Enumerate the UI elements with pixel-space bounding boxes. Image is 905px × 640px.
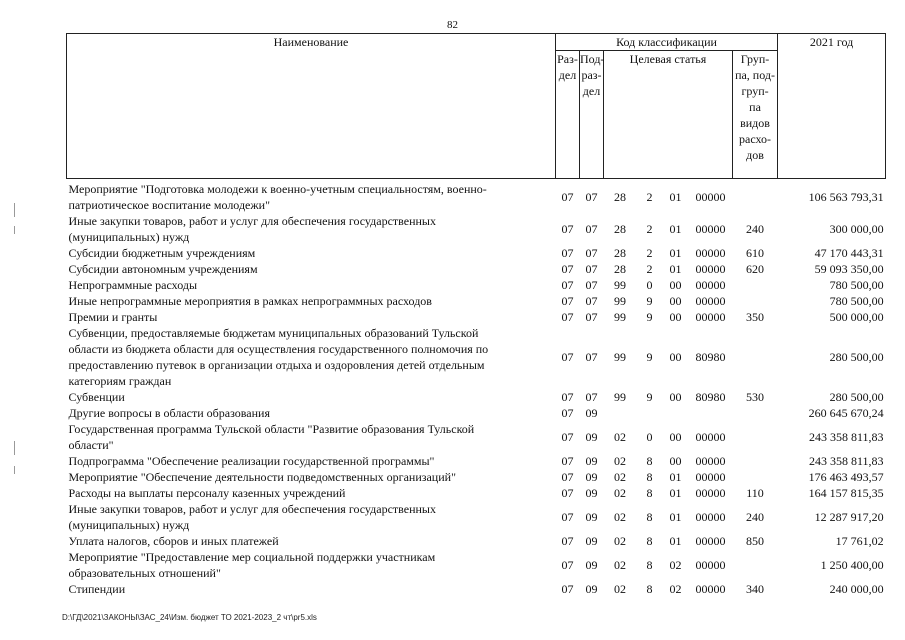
- row-code-b: 8: [646, 486, 653, 500]
- row-code-pod: 07: [585, 246, 598, 260]
- row-code-pod: 09: [585, 582, 598, 596]
- row-code-a: 99: [614, 278, 626, 292]
- table-row: [67, 325, 886, 389]
- row-code-b: 2: [646, 190, 653, 204]
- row-code-c: [663, 405, 689, 421]
- row-code-grp: [733, 325, 778, 389]
- row-code-c: 00: [669, 454, 682, 468]
- row-code-grp: 530: [746, 390, 765, 404]
- row-code-d: 80980: [695, 390, 726, 404]
- row-code-d: 00000: [695, 510, 726, 524]
- row-name: Субвенции: [68, 390, 125, 404]
- row-name: Уплата налогов, сборов и иных платежей: [68, 534, 279, 548]
- row-code-c: 01: [669, 470, 682, 484]
- row-code-razd: 07: [561, 294, 574, 308]
- row-code-razd: 07: [561, 246, 574, 260]
- row-code-grp: 110: [746, 486, 764, 500]
- row-code-a: 28: [614, 262, 626, 276]
- row-code-c: 00: [669, 278, 682, 292]
- row-code-b: 9: [646, 294, 653, 308]
- binding-mark: [14, 441, 15, 455]
- row-code-a: 28: [614, 190, 626, 204]
- table-row: [67, 213, 886, 245]
- row-code-pod: 07: [585, 350, 598, 364]
- table-row: [67, 533, 886, 549]
- row-code-b: 9: [646, 310, 653, 324]
- row-code-c: 02: [669, 558, 682, 572]
- table-header: [67, 34, 886, 179]
- table-row: [67, 549, 886, 581]
- row-amount: 12 287 917,20: [814, 510, 884, 524]
- row-code-b: 2: [646, 222, 653, 236]
- row-code-razd: 07: [561, 262, 574, 276]
- row-amount: 780 500,00: [829, 278, 884, 292]
- row-code-a: 02: [614, 534, 626, 548]
- row-code-c: 02: [669, 582, 682, 596]
- row-name: Премии и гранты: [68, 310, 158, 324]
- row-amount: 300 000,00: [829, 222, 884, 236]
- table-row: [67, 581, 886, 597]
- row-code-razd: 07: [561, 582, 574, 596]
- row-amount: 280 500,00: [829, 390, 884, 404]
- row-code-razd: 07: [561, 454, 574, 468]
- row-code-grp: [733, 421, 778, 453]
- page-number: 82: [447, 19, 458, 31]
- row-code-d: 00000: [695, 310, 726, 324]
- row-code-b: 0: [646, 430, 653, 444]
- row-code-pod: 09: [585, 558, 598, 572]
- row-code-a: 28: [614, 222, 626, 236]
- row-code-b: 8: [646, 470, 653, 484]
- row-code-d: 00000: [695, 582, 726, 596]
- table-row: [67, 277, 886, 293]
- table-row: [67, 389, 886, 405]
- row-code-grp: [733, 549, 778, 581]
- table-row: [67, 501, 886, 533]
- row-code-grp: [733, 293, 778, 309]
- row-code-d: 00000: [695, 558, 726, 572]
- row-code-d: 00000: [695, 278, 726, 292]
- row-code-a: 99: [614, 310, 626, 324]
- row-amount: 164 157 815,35: [808, 486, 884, 500]
- row-amount: 1 250 400,00: [820, 558, 884, 572]
- row-amount: 106 563 793,31: [808, 190, 884, 204]
- row-code-razd: 07: [561, 430, 574, 444]
- row-code-c: 01: [669, 262, 682, 276]
- row-code-a: 99: [614, 390, 626, 404]
- header-code-group: Код классификации: [556, 34, 778, 51]
- row-code-grp: [733, 277, 778, 293]
- row-code-razd: 07: [561, 222, 574, 236]
- row-amount: 47 170 443,31: [814, 246, 884, 260]
- table-row: [67, 245, 886, 261]
- row-code-b: 8: [646, 510, 653, 524]
- row-code-pod: 09: [585, 486, 598, 500]
- row-code-c: 01: [669, 246, 682, 260]
- row-code-grp: [733, 453, 778, 469]
- row-code-a: 99: [614, 294, 626, 308]
- row-code-grp: 610: [746, 246, 765, 260]
- row-code-pod: 07: [585, 390, 598, 404]
- row-code-razd: 07: [561, 470, 574, 484]
- row-code-razd: 07: [561, 390, 574, 404]
- budget-table: [66, 33, 886, 597]
- header-year: 2021 год: [778, 34, 886, 179]
- row-name: Расходы на выплаты персоналу казенных учреждений: [68, 486, 346, 500]
- row-code-grp: [733, 469, 778, 485]
- row-code-c: 00: [669, 294, 682, 308]
- row-amount: 280 500,00: [829, 350, 884, 364]
- row-code-pod: 07: [585, 278, 598, 292]
- row-name: Иные закупки товаров, работ и услуг для обеспечения государственных (муниципальных) нужд: [68, 214, 436, 244]
- row-name: Иные закупки товаров, работ и услуг для обеспечения государственных (муниципальных) нужд: [68, 502, 436, 532]
- row-code-a: 02: [614, 582, 626, 596]
- row-code-grp: 340: [746, 582, 765, 596]
- row-amount: 243 358 811,83: [809, 430, 884, 444]
- row-amount: 176 463 493,57: [808, 470, 884, 484]
- table-row: [67, 293, 886, 309]
- row-code-razd: 07: [561, 534, 574, 548]
- row-code-d: 00000: [695, 294, 726, 308]
- row-code-razd: 07: [561, 190, 574, 204]
- row-code-grp: 850: [746, 534, 765, 548]
- row-code-d: 00000: [695, 430, 726, 444]
- row-code-a: 02: [614, 486, 626, 500]
- binding-mark: [14, 226, 15, 234]
- row-name: Субсидии бюджетным учреждениям: [68, 246, 256, 260]
- row-code-b: 9: [646, 390, 653, 404]
- row-code-a: 99: [614, 350, 626, 364]
- row-code-a: 02: [614, 470, 626, 484]
- binding-mark: [14, 203, 15, 217]
- row-name: Государственная программа Тульской области "Развитие образования Тульской области": [68, 422, 475, 452]
- row-code-razd: 07: [561, 510, 574, 524]
- row-code-razd: 07: [561, 278, 574, 292]
- row-code-grp: 240: [746, 510, 765, 524]
- row-code-pod: 09: [585, 454, 598, 468]
- row-code-d: 00000: [695, 190, 726, 204]
- row-code-razd: 07: [561, 558, 574, 572]
- row-code-b: 2: [646, 262, 653, 276]
- row-code-a: [604, 405, 637, 421]
- row-code-pod: 09: [585, 510, 598, 524]
- row-code-d: 00000: [695, 534, 726, 548]
- row-name: Мероприятие "Предоставление мер социальной поддержки участникам образовательных отношений": [68, 550, 436, 580]
- row-name: Иные непрограммные мероприятия в рамках непрограммных расходов: [68, 294, 432, 308]
- row-amount: 260 645 670,24: [808, 406, 884, 420]
- row-amount: 17 761,02: [835, 534, 884, 548]
- row-code-b: 8: [646, 558, 653, 572]
- row-amount: 59 093 350,00: [814, 262, 884, 276]
- row-code-b: 0: [646, 278, 653, 292]
- row-code-pod: 09: [585, 470, 598, 484]
- row-code-pod: 07: [585, 190, 598, 204]
- row-name: Мероприятие "Обеспечение деятельности подведомственных организаций": [68, 470, 456, 484]
- row-code-d: 00000: [695, 222, 726, 236]
- table-row: [67, 469, 886, 485]
- table-row: [67, 261, 886, 277]
- row-code-a: 02: [614, 510, 626, 524]
- row-code-pod: 07: [585, 294, 598, 308]
- row-amount: 780 500,00: [829, 294, 884, 308]
- row-code-b: [637, 405, 663, 421]
- row-name: Стипендии: [68, 582, 126, 596]
- header-name: Наименование: [67, 34, 556, 179]
- row-code-pod: 07: [585, 222, 598, 236]
- row-amount: 243 358 811,83: [809, 454, 884, 468]
- table-body: [67, 179, 886, 598]
- row-code-d: 00000: [695, 246, 726, 260]
- row-code-pod: 09: [585, 406, 598, 420]
- row-code-c: 01: [669, 534, 682, 548]
- header-group: Груп- па, под- груп- па видов расхо- дов: [733, 51, 778, 179]
- row-amount: 500 000,00: [829, 310, 884, 324]
- row-name: Мероприятие "Подготовка молодежи к военно-учетным специальностям, военно- патриотическое воспитание молодежи": [68, 182, 487, 212]
- row-code-pod: 07: [585, 310, 598, 324]
- row-code-razd: 07: [561, 406, 574, 420]
- row-code-b: 2: [646, 246, 653, 260]
- table-row: [67, 453, 886, 469]
- file-path-footer: D:\ГД\2021\ЗАКОНЫ\ЗАС_24\Изм. бюджет ТО 2021-2023_2 чт\pr5.xls: [62, 613, 317, 622]
- row-code-razd: 07: [561, 310, 574, 324]
- row-code-razd: 07: [561, 350, 574, 364]
- row-code-pod: 09: [585, 430, 598, 444]
- row-code-pod: 09: [585, 534, 598, 548]
- header-target: Целевая статья: [604, 51, 733, 179]
- row-code-c: 00: [669, 390, 682, 404]
- table-row: [67, 421, 886, 453]
- row-amount: 240 000,00: [829, 582, 884, 596]
- row-code-b: 8: [646, 454, 653, 468]
- table-row: [67, 485, 886, 501]
- row-code-a: 02: [614, 430, 626, 444]
- row-code-c: 01: [669, 222, 682, 236]
- row-code-d: [689, 405, 733, 421]
- row-code-grp: 350: [746, 310, 765, 324]
- row-code-c: 01: [669, 190, 682, 204]
- header-razdel: Раз- дел: [556, 51, 580, 179]
- row-code-a: 28: [614, 246, 626, 260]
- row-code-c: 01: [669, 510, 682, 524]
- binding-mark: [14, 466, 15, 474]
- row-code-c: 00: [669, 430, 682, 444]
- row-name: Непрограммные расходы: [68, 278, 198, 292]
- header-podrazdel: Под- раз- дел: [580, 51, 604, 179]
- row-code-pod: 07: [585, 262, 598, 276]
- row-name: Субвенции, предоставляемые бюджетам муниципальных образований Тульской области из бюджета области для осуществления государственного полномочия по предоставлению путевок в организации отдыха и оздоровления детей отдельным категориям граждан: [68, 326, 489, 388]
- row-code-d: 00000: [695, 262, 726, 276]
- row-code-grp: [733, 179, 778, 214]
- row-code-b: 9: [646, 350, 653, 364]
- row-code-b: 8: [646, 582, 653, 596]
- row-code-d: 00000: [695, 486, 726, 500]
- row-code-d: 80980: [695, 350, 726, 364]
- row-code-grp: 620: [746, 262, 765, 276]
- row-code-c: 00: [669, 350, 682, 364]
- row-name: Субсидии автономным учреждениям: [68, 262, 258, 276]
- row-code-a: 02: [614, 454, 626, 468]
- row-code-grp: 240: [746, 222, 765, 236]
- table-row: [67, 405, 886, 421]
- row-name: Подпрограмма "Обеспечение реализации государственной программы": [68, 454, 435, 468]
- row-code-c: 01: [669, 486, 682, 500]
- row-code-d: 00000: [695, 454, 726, 468]
- row-code-b: 8: [646, 534, 653, 548]
- row-code-d: 00000: [695, 470, 726, 484]
- row-code-c: 00: [669, 310, 682, 324]
- row-code-razd: 07: [561, 486, 574, 500]
- row-code-grp: [733, 405, 778, 421]
- row-name: Другие вопросы в области образования: [68, 406, 270, 420]
- table-row: [67, 309, 886, 325]
- row-code-a: 02: [614, 558, 626, 572]
- table-row: [67, 179, 886, 214]
